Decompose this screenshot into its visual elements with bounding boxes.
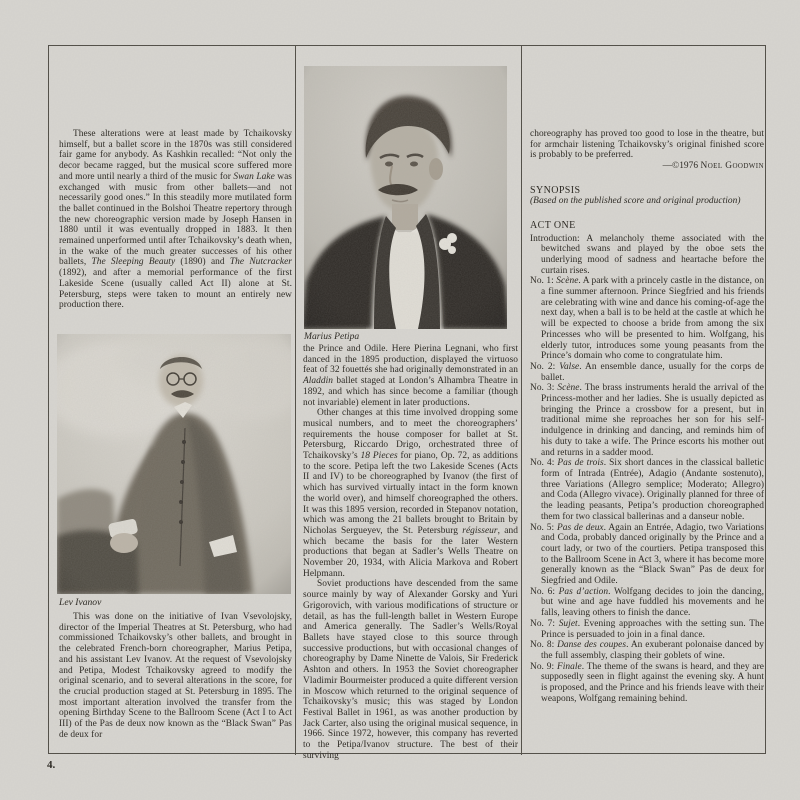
synopsis-entries	[530, 234, 764, 705]
text-segment: Danse des coupes	[557, 640, 627, 651]
middle-column-paragraph-3	[303, 579, 518, 761]
text-segment: (Based on the published score and original production)	[530, 195, 741, 206]
text-segment: No. 4:	[530, 458, 558, 469]
synopsis-heading: SYNOPSIS	[530, 184, 581, 196]
text-segment: (1892), and after a memorial performance of the first Lakeside Scene (usually called Act II) alone at St. Petersburg, steps were taken to mount an entirely new production there.	[59, 268, 292, 311]
text-segment: . Wolfgang decides to join the dancing, but wine and age have fuddled his movements and he falls, leaving others to finish the dance.	[541, 586, 764, 619]
column-divider-right	[521, 45, 522, 755]
synopsis-entry	[530, 276, 764, 362]
synopsis-entry	[530, 662, 764, 705]
middle-column-paragraph-2	[303, 408, 518, 579]
middle-column-paragraph-1	[303, 344, 518, 408]
text-segment: Noel Goodwin	[700, 161, 764, 172]
closing-paragraph	[530, 129, 764, 161]
text-segment: No. 5:	[530, 522, 557, 533]
left-column-paragraph-1	[59, 129, 292, 311]
text-segment: No. 1:	[530, 276, 557, 287]
marius-petipa-caption: Marius Petipa	[304, 331, 360, 342]
lev-ivanov-portrait-image	[57, 334, 291, 594]
marius-petipa-photo	[304, 66, 507, 329]
text-segment: . Again an Entrée, Adagio, two Variations and Coda, probably danced originally by the Prince and a court lady, or two of the courtiers. Petipa transposed this to the Ballroom Scene in Act 3, where it has become more generally known as the “Black Swan” Pas de deux for Siegfried and Odile.	[541, 522, 764, 587]
text-segment: Pas de trois	[557, 458, 604, 469]
page-number: 4.	[47, 759, 56, 771]
text-segment: Sujet	[558, 618, 578, 629]
lev-ivanov-caption: Lev Ivanov	[59, 597, 102, 608]
author-attribution	[530, 161, 764, 172]
synopsis-entry	[530, 619, 764, 640]
text-segment: . The brass instruments herald the arrival of the Princess-mother and her ladies. She is usually depicted as bringing the Prince a crossbow for a present, but in traditional mime she reproaches her son for his self-indulgence in drinking and dancing, and reminds him of his duty to take a wife. The Prince escorts his mother out and returns in a sadder mood.	[541, 383, 764, 458]
lev-ivanov-photo	[57, 334, 291, 594]
synopsis-entry	[530, 523, 764, 587]
synopsis-entry	[530, 458, 764, 522]
text-segment: No. 6:	[530, 586, 559, 597]
text-segment: Introduction: A melancholy theme associated with the bewitched swans and played by the oboe sets the underlying mood of sadness and heartache before the curtain rises.	[530, 233, 764, 276]
text-segment: Swan Lake	[233, 171, 275, 182]
text-segment: choreography has proved too good to lose in the theatre, but for armchair listening Tchaikovsky’s original finished score is probably to be preferred.	[530, 129, 764, 161]
text-segment: . The theme of the swans is heard, and they are supposedly seen in flight against the evening sky. A hunt is proposed, and the Prince and his friends leave with their weapons, Wolfgang remaining behind.	[541, 661, 764, 704]
act-one-heading: ACT ONE	[530, 219, 576, 231]
text-segment: This was done on the initiative of Ivan Vsevolojsky, director of the Imperial Theatres at St. Petersburg, who had commissioned Tchaikovsky’s other ballets, and brought in the celebrated French-born choreographer, Marius Petipa, and his assistant Lev Ivanov. At the request of Vsevolojsky and Petipa, Modest Tchaikovsky agreed to modify the original scenario, and to several alterations in the score, for the crucial production staged at St. Petersburg in 1895. The most important alteration involved the transfer from the opening Birthday Scene to the Ballroom Scene (Act I to Act III) of the Pas de deux now known as the “Black Swan” Pas de deux for	[59, 612, 292, 740]
synopsis-entry	[530, 362, 764, 383]
text-segment: . A park with a princely castle in the distance, on a fine summer afternoon. Prince Siegfried and his friends are celebrating with wine and dance his coming-of-age the next day, when a ball is to be held at the castle at which he will be expected to choose a bride from among the six Princesses who will be presented to him. Wolfgang, his elderly tutor, introduces some young peasants from the Prince’s domain who come to congratulate him.	[541, 276, 764, 362]
text-segment: Scène	[556, 276, 579, 287]
text-segment: Pas d’action	[558, 586, 609, 597]
text-segment: was exchanged with music from other ballets—and not necessarily good ones.” In this steadily more mutilated form the ballet continued in the Bolshoi Theatre repertory through the new choreographic version made by Joseph Hansen in 1880 until it was eventually dropped in 1883. It then remained unperformed until after Tchaikovsky’s death when, in the wake of the much greater successes of his other ballets,	[59, 171, 292, 268]
text-segment: No. 3:	[530, 383, 558, 394]
synopsis-subtitle	[530, 196, 764, 207]
text-segment: No. 8:	[530, 640, 558, 651]
text-segment: No. 7:	[530, 618, 559, 629]
text-segment: . An ensemble dance, usually for the corps de ballet.	[541, 361, 764, 383]
text-segment: Aladdin	[303, 376, 334, 387]
text-segment: . Evening approaches with the setting sun. The Prince is persuaded to join in a final dance.	[541, 618, 764, 640]
text-segment: These alterations were at least made by Tchaikovsky himself, but a ballet score in the 1870s was still considered fair game for anybody. As Kashkin recalled: “Not only the decor became ragged, but the musical score suffered more and more until nearly a third of the music for	[59, 129, 292, 182]
text-segment: Finale	[556, 661, 582, 672]
text-segment: —©1976	[662, 161, 701, 172]
text-segment: . Six short dances in the classical balletic form of Intrada (Entrée), Adagio (Andante sostenuto), three Variations (Allegro semplice; Moderato; Allegro) and Coda (Allegro vivace). Originally planned for three of the leading peasants, Petipa’s production choreographed them for two classical ballerinas and a danseur noble.	[541, 458, 764, 522]
synopsis-entry	[530, 234, 764, 277]
text-segment: . An exuberant polonaise danced by the full assembly, clasping their goblets of wine.	[541, 640, 764, 661]
text-segment: (1890) and	[175, 257, 230, 268]
text-segment: régisseur	[462, 525, 498, 536]
text-segment: Pas de deux	[556, 522, 604, 533]
text-segment: Scène	[557, 383, 580, 394]
text-segment: , and which became the basis for the later Western productions that began at Sadler’s Wells Theatre on November 20, 1934, with Alicia Markova and Robert Helpmann.	[303, 525, 518, 579]
right-column	[530, 129, 764, 704]
synopsis-entry	[530, 640, 764, 661]
marius-petipa-portrait-image	[304, 66, 507, 329]
text-segment: 18 Pieces	[360, 451, 398, 462]
middle-column	[303, 344, 518, 761]
text-segment: No. 2:	[530, 361, 560, 372]
text-segment: The Nutcracker	[229, 257, 292, 268]
text-segment: for piano, Op. 72, as additions to the score. Petipa left the two Lakeside Scenes (Acts II and IV) to be choreographed by Ivanov (the first of which has survived virtually intact in the form known the world over), and himself choreographed the others. It was this 1895 version, recorded in Stepanov notation, which was among the 21 ballets brought to Britain by Nicholas Sergueyev, the St. Petersburg	[303, 451, 518, 536]
text-segment: No. 9:	[530, 661, 557, 672]
synopsis-entry	[530, 587, 764, 619]
text-segment: Soviet productions have descended from the same source mainly by way of Alexander Gorsky and Yuri Grigorovich, with various modifications of structure or detail, as has the full-length ballet in Western Europe and America generally. The Sadler’s Wells/Royal Ballets have stayed close to this source through successive productions, but with occasional changes of choreography by Dame Ninette de Valois, Sir Frederick Ashton and others. In 1953 the Soviet choreographer Vladimir Bourmeister produced a quite different version in Moscow which returned to the original sequence of Tchaikovsky’s music; this was staged by London Festival Ballet in 1961, as was another production by Jack Carter, also using the original musical sequence, in 1966. Since 1972, however, this company has reverted to the Petipa/Ivanov structure. The best of their surviving	[303, 579, 518, 761]
left-column-paragraph-2	[59, 612, 292, 740]
text-segment: Other changes at this time involved dropping some musical numbers, and to meet the choreographers’ requirements the house composer for ballet at St. Petersburg, Riccardo Drigo, orchestrated three of Tchaikovsky’s	[303, 408, 518, 462]
text-segment: ballet staged at London’s Alhambra Theatre in 1892, and which has since become a familiar (though not invariable) element in later productions.	[303, 376, 518, 408]
column-divider-left	[295, 45, 296, 755]
synopsis-entry	[530, 383, 764, 458]
text-segment: Valse	[559, 361, 580, 372]
text-segment: The Sleeping Beauty	[91, 257, 176, 268]
text-segment: the Prince and Odile. Here Pierina Legnani, who first danced in the 1895 production, displayed the virtuoso feat of 32 fouettés she had originally demonstrated in an	[303, 344, 518, 376]
